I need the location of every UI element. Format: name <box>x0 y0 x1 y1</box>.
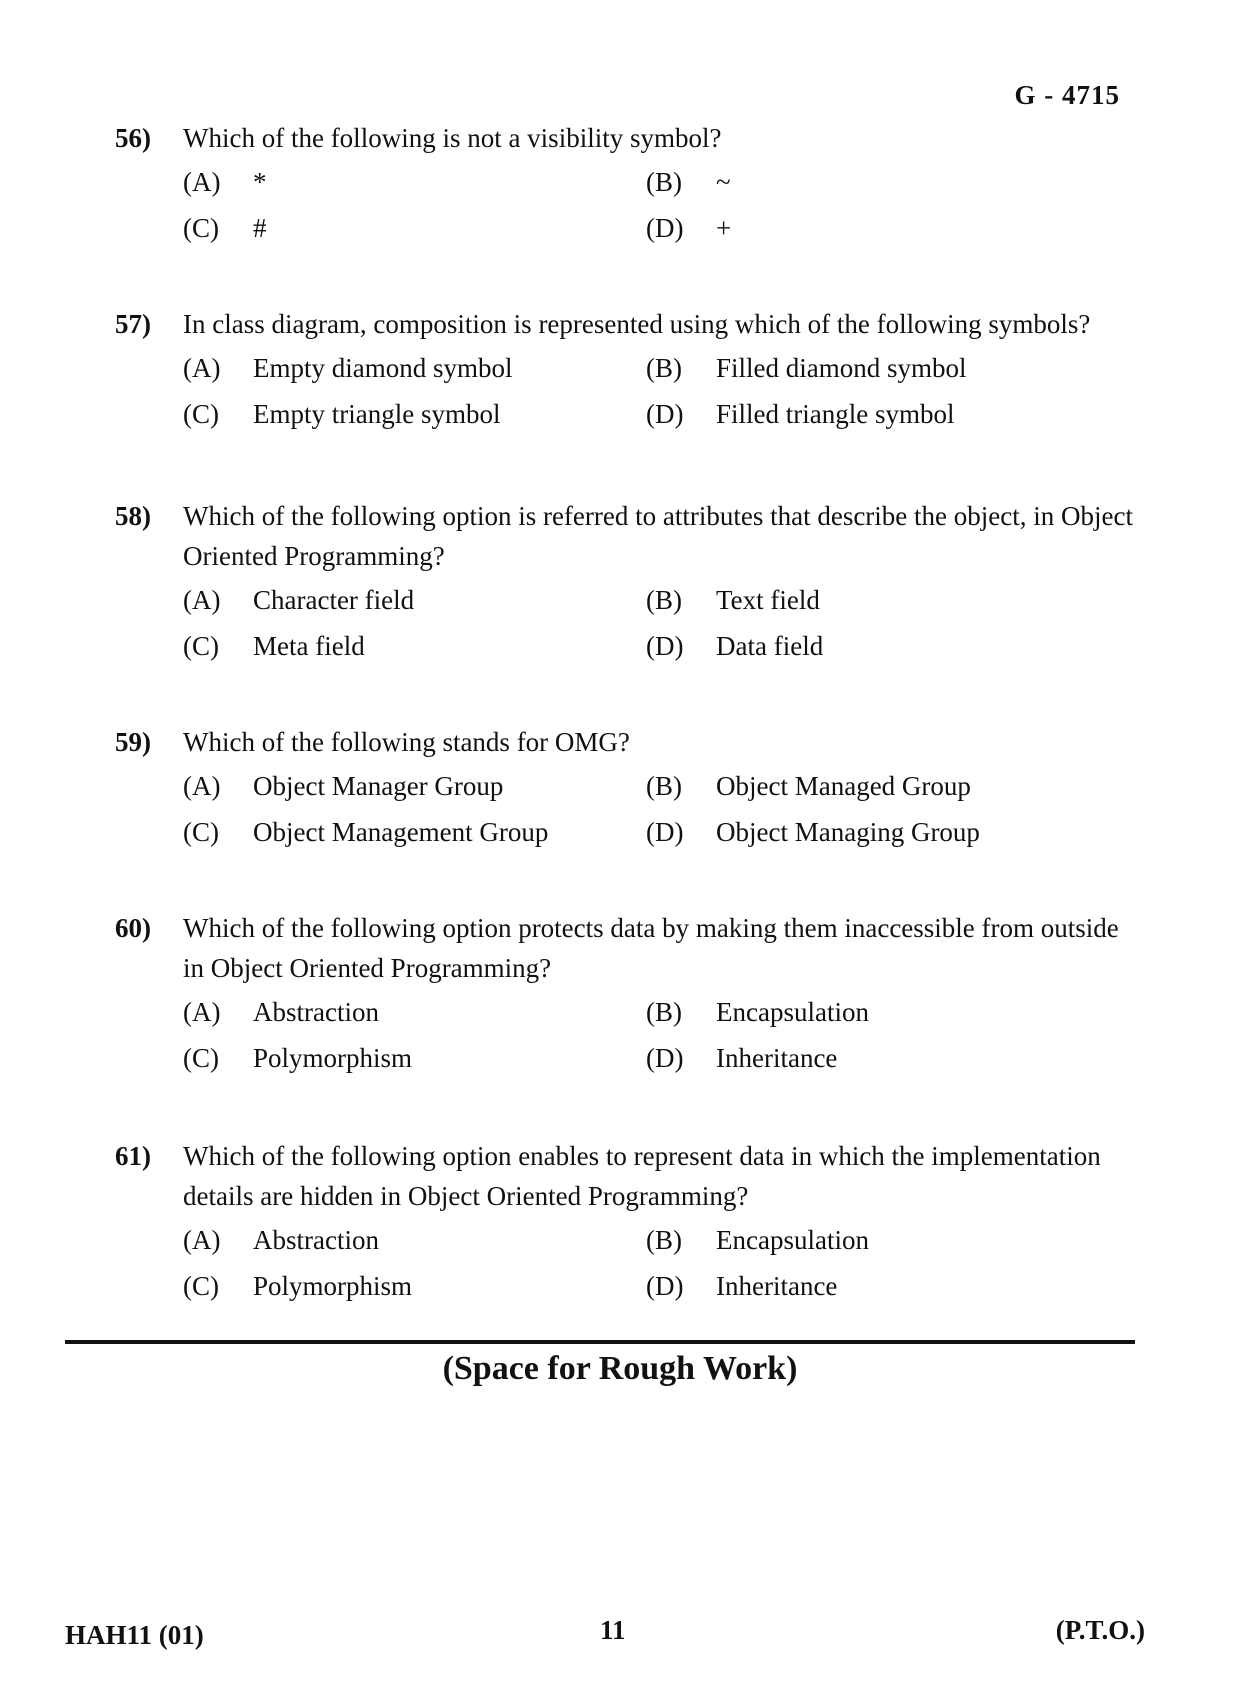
option-label: (B) <box>646 353 682 383</box>
question-60 <box>115 908 1135 1078</box>
option-label: (B) <box>646 1225 682 1255</box>
option-text: Abstraction <box>253 1225 379 1255</box>
option-text: ~ <box>716 167 731 197</box>
option-text: Abstraction <box>253 997 379 1027</box>
question-61 <box>115 1136 1135 1306</box>
option-text: Filled diamond symbol <box>716 353 967 383</box>
option-b <box>646 766 1106 806</box>
option-a <box>183 1220 646 1260</box>
option-a <box>183 992 646 1032</box>
option-label: (A) <box>183 771 221 801</box>
option-d <box>646 1038 1106 1078</box>
option-text: Inheritance <box>716 1043 838 1073</box>
footer-pto: (P.T.O.) <box>1055 1615 1145 1645</box>
option-b <box>646 992 1106 1032</box>
option-label: (D) <box>646 817 684 847</box>
question-58 <box>115 496 1135 666</box>
option-label: (B) <box>646 585 682 615</box>
options-grid <box>183 1220 1135 1306</box>
option-text: Character field <box>253 585 415 615</box>
option-c <box>183 394 646 434</box>
option-a <box>183 580 646 620</box>
option-label: (A) <box>183 353 221 383</box>
question-57 <box>115 304 1135 434</box>
question-number: 56) <box>115 123 151 153</box>
option-b <box>646 580 1106 620</box>
options-grid <box>183 992 1135 1078</box>
question-header <box>115 496 1135 576</box>
question-56 <box>115 118 1135 248</box>
option-text: Data field <box>716 631 824 661</box>
paper-series-code: G - 4715 <box>1014 80 1120 110</box>
option-b <box>646 162 1106 202</box>
question-number: 60) <box>115 913 151 943</box>
option-a <box>183 766 646 806</box>
option-text: Polymorphism <box>253 1043 413 1073</box>
option-text: Meta field <box>253 631 365 661</box>
option-c <box>183 1038 646 1078</box>
option-text: Text field <box>716 585 820 615</box>
footer-paper-code: HAH11 (01) <box>65 1620 204 1650</box>
question-header <box>115 1136 1135 1216</box>
option-label: (D) <box>646 1271 684 1301</box>
option-label: (C) <box>183 1271 219 1301</box>
option-a <box>183 348 646 388</box>
option-label: (A) <box>183 1225 221 1255</box>
option-label: (C) <box>183 631 219 661</box>
option-d <box>646 208 1106 248</box>
option-text: Encapsulation <box>716 997 869 1027</box>
option-label: (A) <box>183 997 221 1027</box>
option-text: Object Managing Group <box>716 817 980 847</box>
option-label: (C) <box>183 213 219 243</box>
option-c <box>183 208 646 248</box>
option-d <box>646 394 1106 434</box>
question-header <box>115 118 1135 158</box>
option-d <box>646 812 1106 852</box>
option-text: Object Manager Group <box>253 771 504 801</box>
question-number: 58) <box>115 501 151 531</box>
option-label: (D) <box>646 213 684 243</box>
option-text: Empty diamond symbol <box>253 353 513 383</box>
question-number: 59) <box>115 727 151 757</box>
option-d <box>646 1266 1106 1306</box>
option-text: Object Managed Group <box>716 771 971 801</box>
option-b <box>646 1220 1106 1260</box>
option-label: (B) <box>646 167 682 197</box>
question-number: 57) <box>115 309 151 339</box>
question-header <box>115 908 1135 988</box>
option-a <box>183 162 646 202</box>
question-text: Which of the following option is referred to attributes that describe the object, in Object Oriented Programming? <box>183 501 1133 571</box>
option-label: (A) <box>183 167 221 197</box>
option-text: * <box>253 167 267 197</box>
option-b <box>646 348 1106 388</box>
rough-work-heading: (Space for Rough Work) <box>442 1350 798 1387</box>
option-label: (D) <box>646 631 684 661</box>
option-text: Encapsulation <box>716 1225 869 1255</box>
question-number: 61) <box>115 1141 151 1171</box>
option-label: (B) <box>646 997 682 1027</box>
option-text: Filled triangle symbol <box>716 399 955 429</box>
option-label: (D) <box>646 1043 684 1073</box>
option-text: # <box>253 213 267 243</box>
question-text: In class diagram, composition is represented using which of the following symbols? <box>183 309 1091 339</box>
option-c <box>183 1266 646 1306</box>
divider-rule <box>65 1340 1135 1344</box>
option-d <box>646 626 1106 666</box>
question-header <box>115 304 1135 344</box>
option-text: Object Management Group <box>253 817 549 847</box>
question-text: Which of the following stands for OMG? <box>183 727 630 757</box>
option-label: (D) <box>646 399 684 429</box>
option-label: (C) <box>183 399 219 429</box>
option-text: Inheritance <box>716 1271 838 1301</box>
options-grid <box>183 348 1135 434</box>
option-label: (B) <box>646 771 682 801</box>
question-59 <box>115 722 1135 852</box>
question-text: Which of the following option protects data by making them inaccessible from outside in Object Oriented Programming? <box>183 913 1119 983</box>
option-text: Polymorphism <box>253 1271 413 1301</box>
option-label: (A) <box>183 585 221 615</box>
question-text: Which of the following option enables to represent data in which the implementation details are hidden in Object Oriented Programming? <box>183 1141 1101 1211</box>
option-c <box>183 626 646 666</box>
option-label: (C) <box>183 1043 219 1073</box>
question-header <box>115 722 1135 762</box>
question-text: Which of the following is not a visibility symbol? <box>183 123 722 153</box>
option-text: + <box>716 213 732 243</box>
option-label: (C) <box>183 817 219 847</box>
option-c <box>183 812 646 852</box>
options-grid <box>183 162 1135 248</box>
option-text: Empty triangle symbol <box>253 399 501 429</box>
options-grid <box>183 580 1135 666</box>
options-grid <box>183 766 1135 852</box>
footer-page-number: 11 <box>600 1615 626 1645</box>
